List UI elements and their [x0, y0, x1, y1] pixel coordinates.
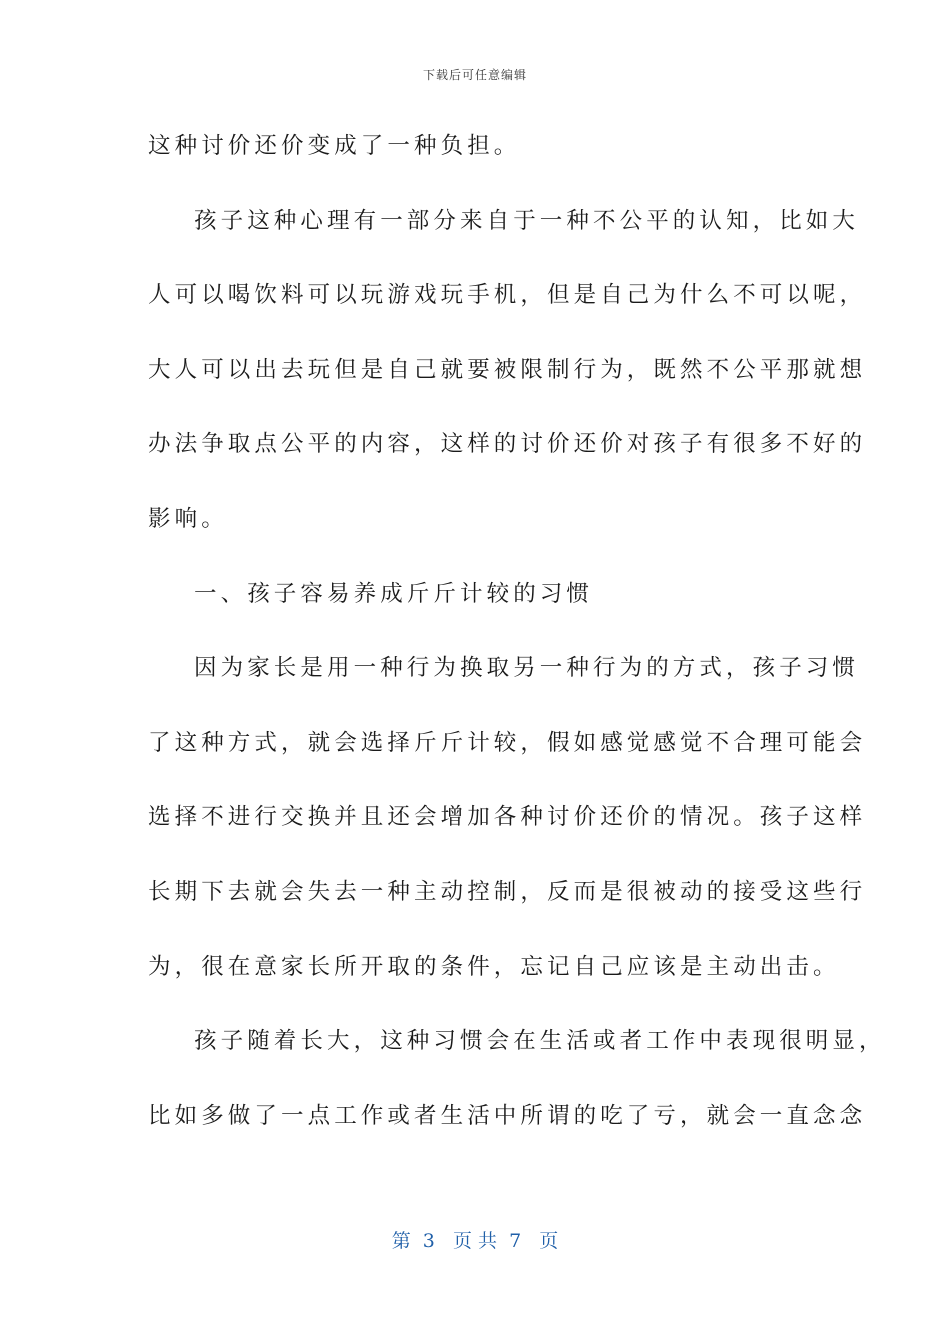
page-footer: 第 3 页 共 7 页 — [391, 1230, 559, 1252]
text-line: 大人可以出去玩但是自己就要被限制行为，既然不公平那就想 — [148, 356, 867, 383]
text-line: 比如多做了一点工作或者生活中所谓的吃了亏，就会一直念念 — [148, 1102, 867, 1129]
text-line: 为，很在意家长所开取的条件，忘记自己应该是主动出击。 — [148, 953, 840, 980]
text-line: 人可以喝饮料可以玩游戏玩手机，但是自己为什么不可以呢， — [148, 282, 867, 309]
text-line: 长期下去就会失去一种主动控制，反而是很被动的接受这些行 — [148, 878, 867, 905]
text-line: 孩子这种心理有一部分来自于一种不公平的认知，比如大 — [194, 207, 860, 234]
section-heading: 一、孩子容易养成斤斤计较的习惯 — [194, 580, 594, 607]
page-header: 下载后可任意编辑 — [422, 68, 527, 82]
text-line: 这种讨价还价变成了一种负担。 — [148, 133, 521, 159]
text-line: 影响。 — [148, 505, 228, 532]
text-line: 孩子随着长大，这种习惯会在生活或者工作中表现很明显， — [194, 1028, 886, 1055]
text-line: 了这种方式，就会选择斤斤计较，假如感觉感觉不合理可能会 — [148, 729, 867, 756]
document-body — [148, 128, 886, 1172]
text-line: 因为家长是用一种行为换取另一种行为的方式，孩子习惯 — [194, 655, 860, 682]
text-line: 办法争取点公平的内容，这样的讨价还价对孩子有很多不好的 — [148, 431, 867, 458]
text-line: 选择不进行交换并且还会增加各种讨价还价的情况。孩子这样 — [148, 804, 867, 831]
